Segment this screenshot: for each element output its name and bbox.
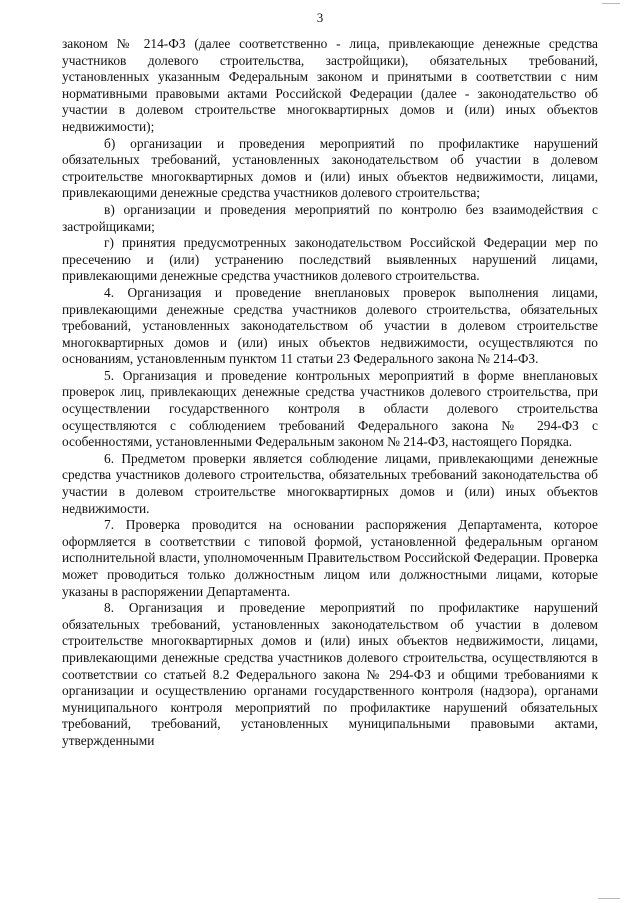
scan-mark-bottom <box>598 898 620 899</box>
paragraph-item-g: г) принятия предусмотренных законодательством Российской Федерации мер по пресечению и (или) устранению последствий выявленных нарушений лицами, привлекающими денежные средства участников долевого строительства. <box>62 235 598 284</box>
paragraph-item-v: в) организации и проведения мероприятий по контролю без взаимодействия с застройщиками; <box>62 201 598 234</box>
paragraph-continuation: законом № 214-ФЗ (далее соответственно - лица, привлекающие денежные средства участников долевого строительства, застройщики), обязательных требований, установленных указанным Федеральным законом и принятыми в соответствии с ним нормативными правовыми актами Российской Федерации (далее - законодательство об участии в долевом строительстве многоквартирных домов и (или) иных объектов недвижимости); <box>62 36 598 134</box>
document-body <box>62 36 598 750</box>
paragraph-8: 8. Организация и проведение мероприятий по профилактике нарушений обязательных требований, установленных законодательством об участии в долевом строительстве многоквартирных домов и (или) иных объектов недвижимости, лицами, привлекающими денежные средства участников долевого строительства, осуществляются в соответствии со статьей 8.2 Федерального закона № 294-ФЗ и общими требованиями к организации и осуществлению органами государственного контроля (надзора), органами муниципального контроля мероприятий по профилактике нарушений обязательных требований, требований, установленных муниципальными правовыми актами, утвержденными <box>62 600 598 748</box>
paragraph-7: 7. Проверка проводится на основании распоряжения Департамента, которое оформляется в соответствии с типовой формой, установленной федеральным органом исполнительной власти, уполномоченным Правительством Российской Федерации. Проверка может проводиться только должностным лицом или должностными лицами, которые указаны в распоряжении Департамента. <box>62 517 598 599</box>
paragraph-item-b: б) организации и проведения мероприятий по профилактике нарушений обязательных требований, установленных законодательством об участии в долевом строительстве многоквартирных домов и (или) иных объектов недвижимости, лицами, привлекающими денежные средства участников долевого строительства; <box>62 135 598 201</box>
scan-mark-top <box>602 3 620 4</box>
paragraph-4: 4. Организация и проведение внеплановых проверок выполнения лицами, привлекающими денежные средства участников долевого строительства, обязательных требований, установленных законодательством об участии в долевом строительстве многоквартирных домов и (или) иных объектов недвижимости, осуществляются по основаниям, установленным пунктом 11 статьи 23 Федерального закона № 214-ФЗ. <box>62 284 598 367</box>
paragraph-6: 6. Предметом проверки является соблюдение лицами, привлекающими денежные средства участников долевого строительства, обязательных требований законодательства об участии в долевом строительстве многоквартирных домов и (или) иных объектов недвижимости. <box>62 450 598 516</box>
paragraph-5: 5. Организация и проведение контрольных мероприятий в форме внеплановых проверок лиц, привлекающих денежные средства участников долевого строительства, при осуществлении государственного контроля в области долевого строительства осуществляются с соблюдением требований Федерального закона № 294-ФЗ с особенностями, установленными Федеральным законом № 214-ФЗ, настоящего Порядка. <box>62 367 598 450</box>
page-number: 3 <box>316 10 324 25</box>
